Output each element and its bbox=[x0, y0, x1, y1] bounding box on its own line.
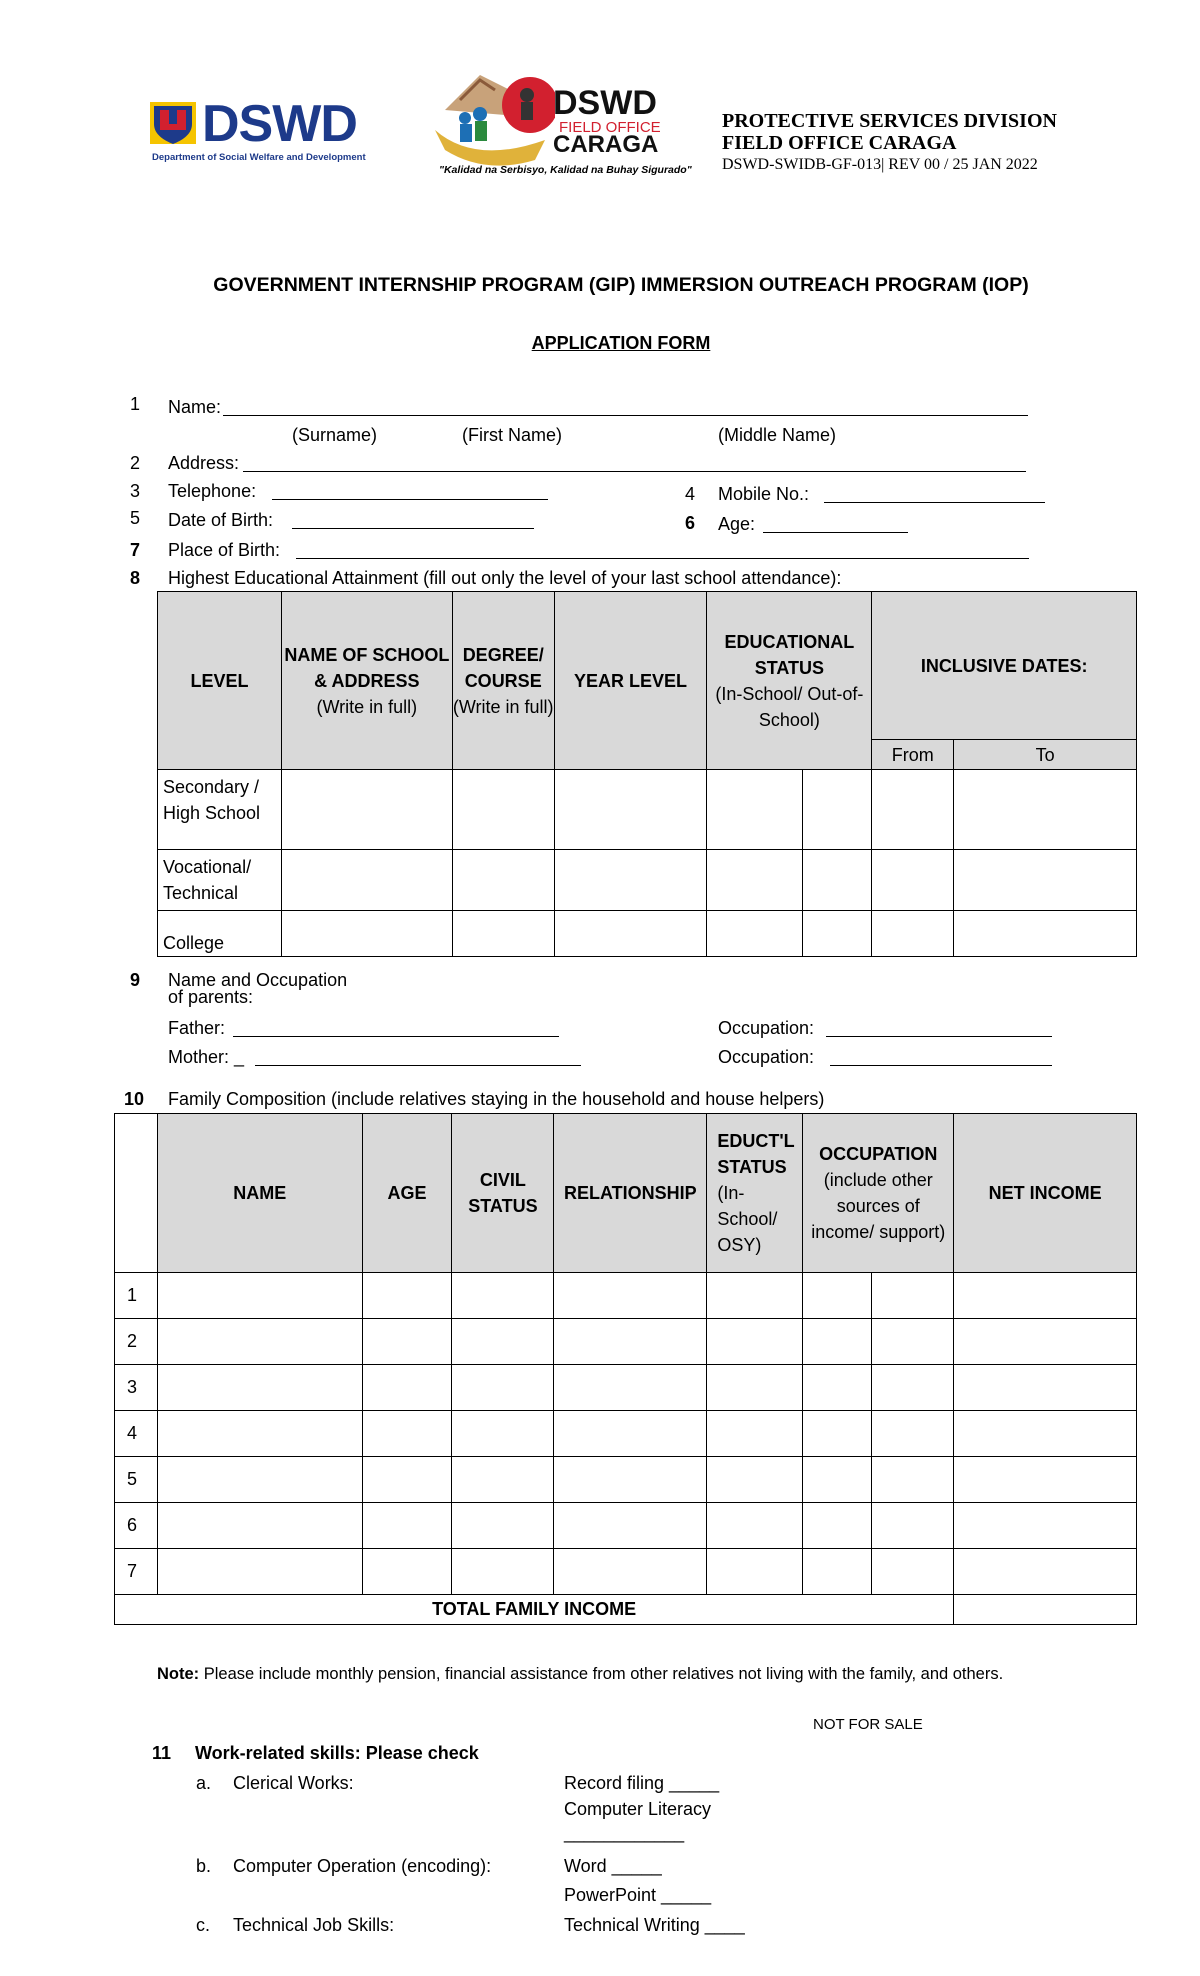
cell-input[interactable] bbox=[554, 850, 707, 911]
cell-input[interactable] bbox=[554, 1365, 707, 1411]
cell-input[interactable] bbox=[803, 1319, 872, 1365]
cell-input[interactable] bbox=[157, 1411, 362, 1457]
mobile-label: Mobile No.: bbox=[718, 484, 810, 504]
item-number-4: 4 bbox=[685, 484, 696, 504]
cell-input[interactable] bbox=[803, 1549, 872, 1595]
address-input[interactable] bbox=[243, 453, 1026, 472]
cell-input[interactable] bbox=[954, 1549, 1137, 1595]
surname-caption: (Surname) bbox=[292, 425, 378, 445]
cell-input[interactable] bbox=[452, 770, 554, 850]
caraga-logo-title: DSWD bbox=[553, 84, 657, 122]
row-number: 7 bbox=[115, 1549, 158, 1595]
cell-input[interactable] bbox=[707, 1319, 803, 1365]
cell-input[interactable] bbox=[157, 1549, 362, 1595]
cell-input[interactable] bbox=[554, 1273, 707, 1319]
item-number-9: 9 bbox=[130, 970, 141, 990]
header-from: From bbox=[872, 740, 954, 770]
skills-heading: Work-related skills: Please check bbox=[195, 1743, 479, 1763]
header-net-income: NET INCOME bbox=[954, 1114, 1137, 1273]
dswd-logo bbox=[150, 95, 366, 168]
record-filing-option[interactable]: Record filing _____ bbox=[564, 1773, 720, 1793]
header-educ-status bbox=[707, 1114, 803, 1273]
cell-input[interactable] bbox=[872, 1549, 954, 1595]
table-row bbox=[158, 911, 1137, 957]
cell-input[interactable] bbox=[872, 770, 954, 850]
row-label-vocational: Vocational/ Technical bbox=[158, 850, 282, 911]
cell-input[interactable] bbox=[452, 850, 554, 911]
cell-input[interactable] bbox=[452, 1273, 554, 1319]
not-for-sale: NOT FOR SALE bbox=[813, 1716, 923, 1733]
caraga-motto: "Kalidad na Serbisyo, Kalidad na Buhay Sigurado" bbox=[439, 164, 692, 176]
cell-input[interactable] bbox=[954, 850, 1137, 911]
cell-input[interactable] bbox=[362, 1457, 452, 1503]
note bbox=[157, 1665, 1003, 1684]
row-number: 6 bbox=[115, 1503, 158, 1549]
cell-input[interactable] bbox=[554, 1411, 707, 1457]
cell-input[interactable] bbox=[157, 1503, 362, 1549]
header-degree-note: (Write in full) bbox=[452, 696, 554, 717]
header-level: LEVEL bbox=[158, 592, 282, 770]
note-text: Please include monthly pension, financial assistance from other relatives not living with the family, and others. bbox=[199, 1665, 1004, 1683]
cell-input[interactable] bbox=[954, 1503, 1137, 1549]
parents-label-line2: of parents: bbox=[168, 987, 254, 1007]
header-school-note: (Write in full) bbox=[316, 696, 418, 717]
row-number: 4 bbox=[115, 1411, 158, 1457]
header-dates: INCLUSIVE DATES: bbox=[872, 592, 1137, 740]
total-family-income-input[interactable] bbox=[954, 1595, 1137, 1625]
table-row bbox=[115, 1319, 1137, 1365]
cell-input[interactable] bbox=[157, 1319, 362, 1365]
cell-input[interactable] bbox=[452, 1503, 554, 1549]
cell-input[interactable] bbox=[954, 911, 1137, 957]
cell-input[interactable] bbox=[554, 1457, 707, 1503]
middle-name-caption: (Middle Name) bbox=[718, 425, 837, 445]
dswd-logo-subtext: Department of Social Welfare and Development bbox=[152, 152, 366, 163]
table-row bbox=[115, 1457, 1137, 1503]
cell-input[interactable] bbox=[872, 1319, 954, 1365]
family-rows bbox=[115, 1273, 1137, 1595]
cell-input[interactable] bbox=[362, 1411, 452, 1457]
table-row bbox=[115, 1365, 1137, 1411]
cell-input[interactable] bbox=[954, 1273, 1137, 1319]
cell-input[interactable] bbox=[362, 1503, 452, 1549]
cell-input[interactable] bbox=[872, 1457, 954, 1503]
table-row bbox=[158, 850, 1137, 911]
cell-input[interactable] bbox=[554, 1319, 707, 1365]
parents-label-line1: Name and Occupation bbox=[168, 970, 348, 990]
mother-occupation-input[interactable] bbox=[830, 1047, 1052, 1066]
cell-input[interactable] bbox=[954, 1411, 1137, 1457]
cell-input[interactable] bbox=[707, 1273, 803, 1319]
header-status-note: (In-School/ Out-of-School) bbox=[715, 683, 864, 730]
item-number-6: 6 bbox=[685, 513, 696, 533]
family-table bbox=[114, 1113, 1137, 1625]
first-name-caption: (First Name) bbox=[462, 425, 562, 445]
cell-input[interactable] bbox=[872, 1365, 954, 1411]
item-number-10: 10 bbox=[124, 1089, 145, 1109]
skill-b-label: Computer Operation (encoding): bbox=[233, 1856, 492, 1876]
header-blank bbox=[115, 1114, 158, 1273]
item-number-3: 3 bbox=[130, 481, 141, 501]
table-row bbox=[115, 1411, 1137, 1457]
cell-input[interactable] bbox=[452, 1411, 554, 1457]
computer-literacy-option[interactable]: Computer Literacy bbox=[564, 1799, 712, 1819]
item-number-7: 7 bbox=[130, 540, 141, 560]
cell-input[interactable] bbox=[872, 911, 954, 957]
header-name: NAME bbox=[157, 1114, 362, 1273]
caraga-logo-caraga: CARAGA bbox=[553, 131, 659, 158]
header-right-block bbox=[722, 110, 1122, 176]
skill-c-label: Technical Job Skills: bbox=[233, 1915, 395, 1935]
cell-input[interactable] bbox=[707, 1457, 803, 1503]
mobile-input[interactable] bbox=[824, 484, 1045, 503]
cell-input[interactable] bbox=[554, 1503, 707, 1549]
education-table bbox=[157, 591, 1137, 957]
form-subtitle: APPLICATION FORM bbox=[531, 333, 711, 353]
mother-label: Mother: _ bbox=[168, 1047, 245, 1067]
header-degree bbox=[452, 592, 554, 770]
education-label: Highest Educational Attainment (fill out only the level of your last school attendance): bbox=[168, 568, 842, 588]
cell-input[interactable] bbox=[707, 770, 803, 850]
caraga-logo bbox=[435, 70, 692, 180]
dob-label: Date of Birth: bbox=[168, 510, 274, 530]
table-row bbox=[115, 1549, 1137, 1595]
header-to: To bbox=[954, 740, 1137, 770]
skill-c-letter: c. bbox=[196, 1915, 211, 1935]
cell-input[interactable] bbox=[872, 1411, 954, 1457]
cell-input[interactable] bbox=[452, 1319, 554, 1365]
cell-input[interactable] bbox=[803, 850, 872, 911]
cell-input[interactable] bbox=[707, 1411, 803, 1457]
header-occupation bbox=[803, 1114, 954, 1273]
form-code: DSWD-SWIDB-GF-013| REV 00 / 25 JAN 2022 bbox=[722, 156, 1038, 173]
header-degree-title: DEGREE/ COURSE bbox=[462, 644, 544, 691]
cell-input[interactable] bbox=[707, 1549, 803, 1595]
cell-input[interactable] bbox=[362, 1365, 452, 1411]
cell-input[interactable] bbox=[803, 1273, 872, 1319]
cell-input[interactable] bbox=[954, 1319, 1137, 1365]
note-label: Note: bbox=[157, 1665, 200, 1683]
cell-input[interactable] bbox=[954, 770, 1137, 850]
caraga-logo-field-office: FIELD OFFICE bbox=[559, 119, 661, 136]
cell-input[interactable] bbox=[872, 850, 954, 911]
cell-input[interactable] bbox=[554, 1549, 707, 1595]
field-office-title: FIELD OFFICE CARAGA bbox=[722, 132, 957, 154]
name-input[interactable] bbox=[223, 397, 1028, 416]
header-school bbox=[281, 592, 452, 770]
pob-label: Place of Birth: bbox=[168, 540, 281, 560]
cell-input[interactable] bbox=[554, 770, 707, 850]
header-relationship: RELATIONSHIP bbox=[554, 1114, 707, 1273]
technical-writing-option[interactable]: Technical Writing ____ bbox=[564, 1915, 745, 1935]
cell-input[interactable] bbox=[803, 1365, 872, 1411]
mother-input[interactable] bbox=[255, 1047, 581, 1066]
cell-input[interactable] bbox=[362, 1549, 452, 1595]
father-occupation-input[interactable] bbox=[826, 1018, 1052, 1037]
cell-input[interactable] bbox=[707, 1365, 803, 1411]
age-label: Age: bbox=[718, 514, 756, 534]
header-year: YEAR LEVEL bbox=[554, 592, 707, 770]
father-label: Father: bbox=[168, 1018, 226, 1038]
cell-input[interactable] bbox=[707, 850, 803, 911]
total-row bbox=[115, 1595, 1137, 1625]
division-title: PROTECTIVE SERVICES DIVISION bbox=[722, 110, 1057, 132]
cell-input[interactable] bbox=[452, 1457, 554, 1503]
row-number: 5 bbox=[115, 1457, 158, 1503]
father-occupation-label: Occupation: bbox=[718, 1018, 815, 1038]
pob-input[interactable] bbox=[296, 540, 1029, 559]
skill-a-label: Clerical Works: bbox=[233, 1773, 354, 1793]
cell-input[interactable] bbox=[554, 911, 707, 957]
header-occupation-title: OCCUPATION bbox=[819, 1144, 938, 1164]
caraga-emblem-icon bbox=[435, 70, 555, 170]
row-number: 3 bbox=[115, 1365, 158, 1411]
age-input[interactable] bbox=[763, 514, 908, 533]
cell-input[interactable] bbox=[803, 1411, 872, 1457]
cell-input[interactable] bbox=[157, 1365, 362, 1411]
cell-input[interactable] bbox=[954, 1365, 1137, 1411]
dob-input[interactable] bbox=[292, 510, 534, 529]
header-civil-status: CIVIL STATUS bbox=[452, 1114, 554, 1273]
cell-input[interactable] bbox=[872, 1503, 954, 1549]
table-row bbox=[115, 1503, 1137, 1549]
cell-input[interactable] bbox=[872, 1273, 954, 1319]
total-family-income-label: TOTAL FAMILY INCOME bbox=[115, 1595, 954, 1625]
header-occupation-note: (include other sources of income/ support) bbox=[811, 1170, 946, 1242]
cell-input[interactable] bbox=[803, 1457, 872, 1503]
address-label: Address: bbox=[168, 453, 240, 473]
cell-input[interactable] bbox=[281, 770, 452, 850]
cell-input[interactable] bbox=[954, 1457, 1137, 1503]
row-label-college: College bbox=[158, 911, 282, 957]
skill-a-letter: a. bbox=[196, 1773, 212, 1793]
cell-input[interactable] bbox=[157, 1457, 362, 1503]
cell-input[interactable] bbox=[452, 1549, 554, 1595]
header-status bbox=[707, 592, 872, 770]
cell-input[interactable] bbox=[362, 1319, 452, 1365]
item-number-11: 11 bbox=[152, 1743, 172, 1763]
cell-input[interactable] bbox=[452, 911, 554, 957]
skill-b-letter: b. bbox=[196, 1856, 212, 1876]
page-title: GOVERNMENT INTERNSHIP PROGRAM (GIP) IMMERSION OUTREACH PROGRAM (IOP) bbox=[213, 274, 1029, 296]
powerpoint-option[interactable]: PowerPoint _____ bbox=[564, 1885, 712, 1905]
cell-input[interactable] bbox=[707, 911, 803, 957]
row-label-secondary: Secondary / High School bbox=[158, 770, 282, 850]
header-educ-title: EDUCT'L STATUS bbox=[717, 1131, 795, 1177]
mother-occupation-label: Occupation: bbox=[718, 1047, 815, 1067]
cell-input[interactable] bbox=[362, 1273, 452, 1319]
table-row bbox=[158, 770, 1137, 850]
cell-input[interactable] bbox=[707, 1503, 803, 1549]
cell-input[interactable] bbox=[803, 911, 872, 957]
computer-literacy-line[interactable]: ____________ bbox=[564, 1823, 685, 1843]
telephone-label: Telephone: bbox=[168, 481, 257, 501]
cell-input[interactable] bbox=[452, 1365, 554, 1411]
father-input[interactable] bbox=[233, 1018, 559, 1037]
word-option[interactable]: Word _____ bbox=[564, 1856, 662, 1876]
cell-input[interactable] bbox=[157, 1273, 362, 1319]
table-row bbox=[115, 1273, 1137, 1319]
cell-input[interactable] bbox=[803, 770, 872, 850]
cell-input[interactable] bbox=[281, 850, 452, 911]
cell-input[interactable] bbox=[803, 1503, 872, 1549]
item-number-2: 2 bbox=[130, 453, 141, 473]
header-educ-note: (In-School/ OSY) bbox=[717, 1183, 778, 1255]
item-number-8: 8 bbox=[130, 568, 141, 588]
telephone-input[interactable] bbox=[272, 481, 548, 500]
header-status-title: EDUCATIONAL STATUS bbox=[724, 631, 855, 678]
name-label: Name: bbox=[168, 397, 222, 417]
cell-input[interactable] bbox=[281, 911, 452, 957]
header-age: AGE bbox=[362, 1114, 452, 1273]
item-number-5: 5 bbox=[130, 508, 141, 528]
family-label: Family Composition (include relatives staying in the household and house helpers) bbox=[168, 1089, 825, 1109]
row-number: 1 bbox=[115, 1273, 158, 1319]
dswd-logo-text: DSWD bbox=[202, 95, 357, 153]
item-number-1: 1 bbox=[130, 394, 141, 414]
header-school-title: NAME OF SCHOOL & ADDRESS bbox=[284, 644, 450, 691]
row-number: 2 bbox=[115, 1319, 158, 1365]
